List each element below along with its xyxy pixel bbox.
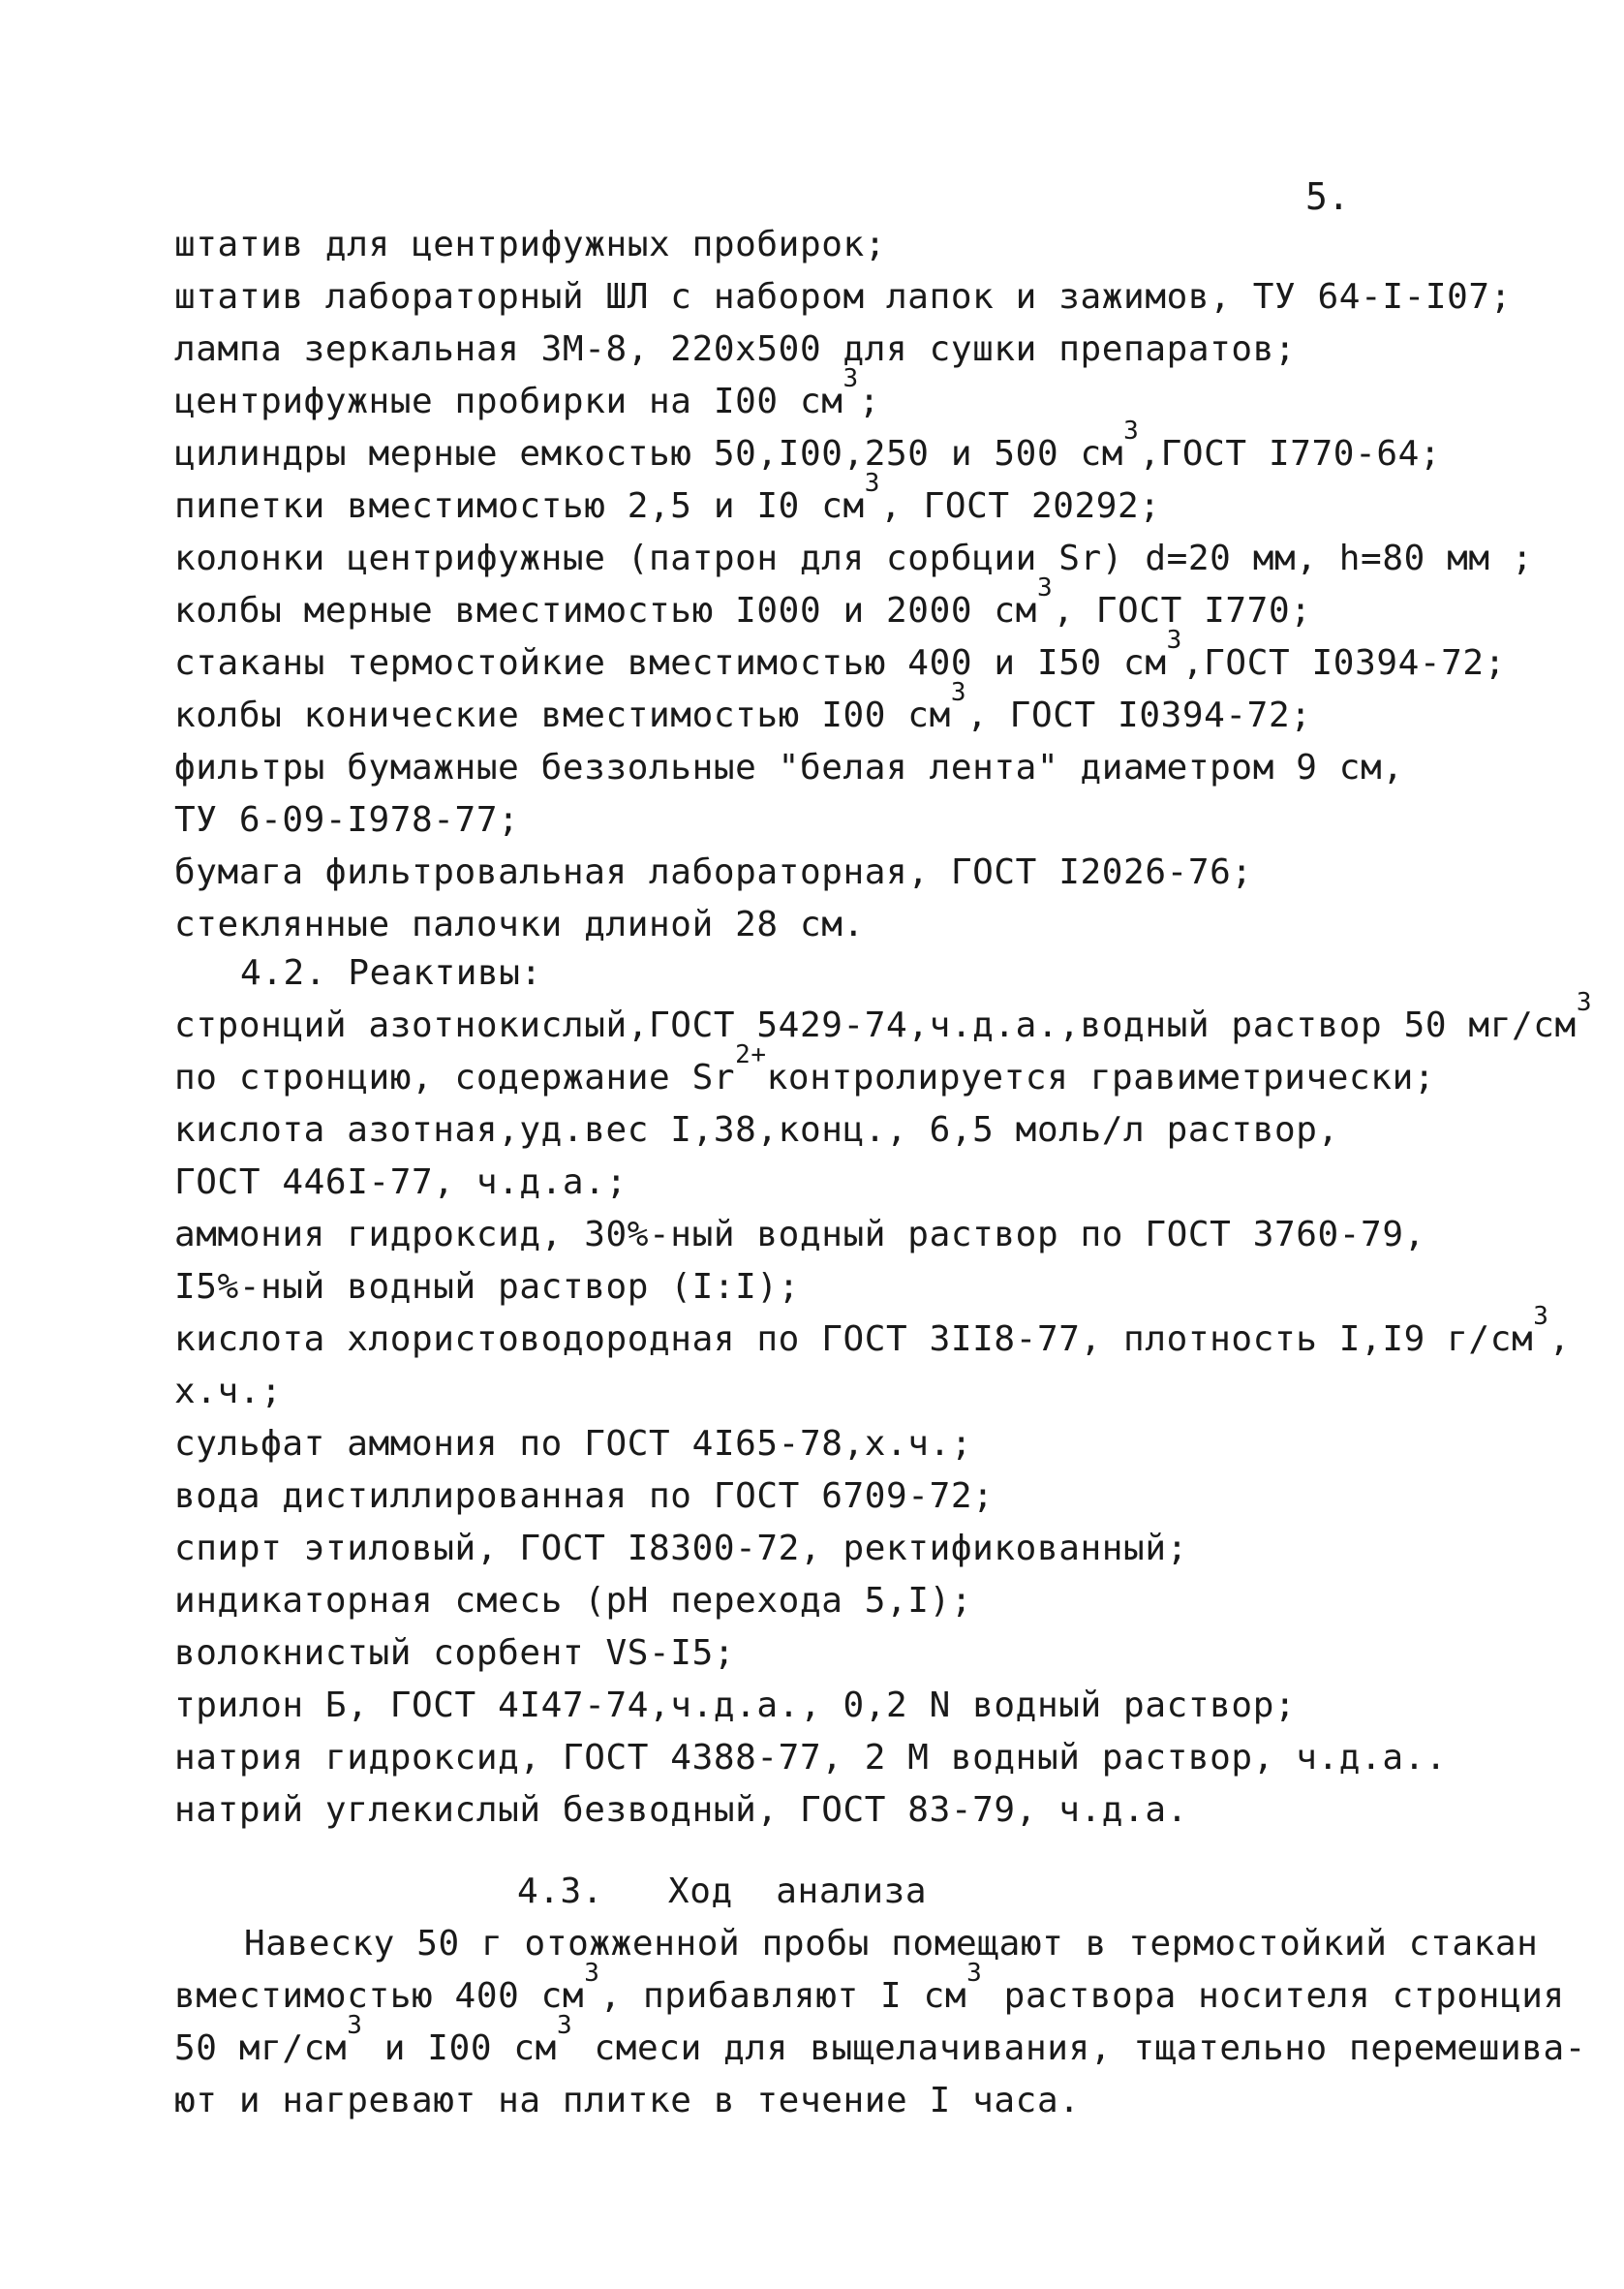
reagent-line: I5%-ный водный раствор (I:I); [174, 1267, 800, 1307]
equipment-line: колбы мерные вместимостью I000 и 2000 $см^3$, ГОСТ I770; [174, 573, 1312, 631]
reagent-line: трилон Б, ГОСТ 4I47-74,ч.д.а., 0,2 N водный раствор; [174, 1686, 1297, 1725]
reagent-line: ГОСТ 446I-77, ч.д.а.; [174, 1162, 628, 1202]
reagent-line: индикаторная смесь (pH перехода 5,I); [174, 1581, 973, 1621]
reagent-line: аммония гидроксид, 30%-ный водный раствор по ГОСТ 3760-79, [174, 1215, 1425, 1254]
equipment-line: колонки центрифужные (патрон для сорбции Sr) d=20 мм, h=80 мм ; [174, 539, 1534, 578]
equipment-line: пипетки вместимостью 2,5 и I0 $см^3$, ГОСТ 20292; [174, 469, 1161, 526]
page-number: 5. [1305, 175, 1350, 218]
equipment-line: бумага фильтровальная лабораторная, ГОСТ I2026-76; [174, 852, 1253, 892]
analysis-line: 50 $мг/см^3$ и I00 $см^3$ смеси для выщелачивания, тщательно перемешива- [174, 2011, 1587, 2068]
equipment-line: стеклянные палочки длиной 28 см. [174, 905, 865, 944]
reagent-line: кислота азотная,уд.вес I,38,конц., 6,5 моль/л раствор, [174, 1110, 1339, 1150]
reagent-line: вода дистиллированная по ГОСТ 6709-72; [174, 1476, 995, 1516]
equipment-line: лампа зеркальная ЗМ-8, 220х500 для сушки препаратов; [174, 329, 1297, 369]
reagent-line: спирт этиловый, ГОСТ I8300-72, ректификованный; [174, 1529, 1188, 1568]
equipment-line: цилиндры мерные емкостью 50,I00,250 и 500 $см^3,ГОСТ$ I770-64; [174, 417, 1442, 474]
reagent-line: сульфат аммония по ГОСТ 4I65-78,х.ч.; [174, 1424, 973, 1464]
analysis-line: ют и нагревают на плитке в течение I часа. [174, 2081, 1081, 2120]
section-heading-reagents: 4.2. Реактивы: [240, 953, 542, 993]
reagent-line: по стронцию, содержание $Sr^{2+}контролируется$ гравиметрически; [174, 1040, 1436, 1098]
section-heading-analysis: 4.3. Ход анализа [517, 1871, 928, 1911]
reagent-line: х.ч.; [174, 1372, 283, 1411]
equipment-line: стаканы термостойкие вместимостью 400 и I50 $см^3,ГОСТ$ I0394-72; [174, 626, 1506, 683]
equipment-line: центрифужные пробирки на I00 $см^3$; [174, 364, 881, 421]
reagent-line: стронций азотнокислый,ГОСТ 5429-74,ч.д.а.,водный раствор 50 $мг/см^3$ [174, 988, 1593, 1045]
reagent-line: натрия гидроксид, ГОСТ 4388-77, 2 М водный раствор, ч.д.а.. [174, 1738, 1448, 1778]
equipment-line: штатив лабораторный ШЛ с набором лапок и зажимов, ТУ 64-I-I07; [174, 277, 1512, 317]
reagent-line: кислота хлористоводородная по ГОСТ 3II8-77, плотность I,I9 $г/см^3$, [174, 1302, 1571, 1359]
equipment-line: колбы конические вместимостью I00 $см^3$, ГОСТ I0394-72; [174, 678, 1312, 735]
equipment-line: фильтры бумажные беззольные "белая лента" диаметром 9 см, [174, 748, 1404, 788]
reagent-line: волокнистый сорбент VS-I5; [174, 1633, 736, 1673]
equipment-line: штатив для центрифужных пробирок; [174, 225, 887, 264]
equipment-line: ТУ 6-09-I978-77; [174, 800, 520, 840]
analysis-line: Навеску 50 г отожженной пробы помещают в термостойкий стакан [244, 1924, 1539, 1964]
analysis-line: вместимостью 400 $см^3$, прибавляют I $см^3$ раствора носителя стронция [174, 1959, 1565, 2016]
reagent-line: натрий углекислый безводный, ГОСТ 83-79, ч.д.а. [174, 1790, 1188, 1830]
